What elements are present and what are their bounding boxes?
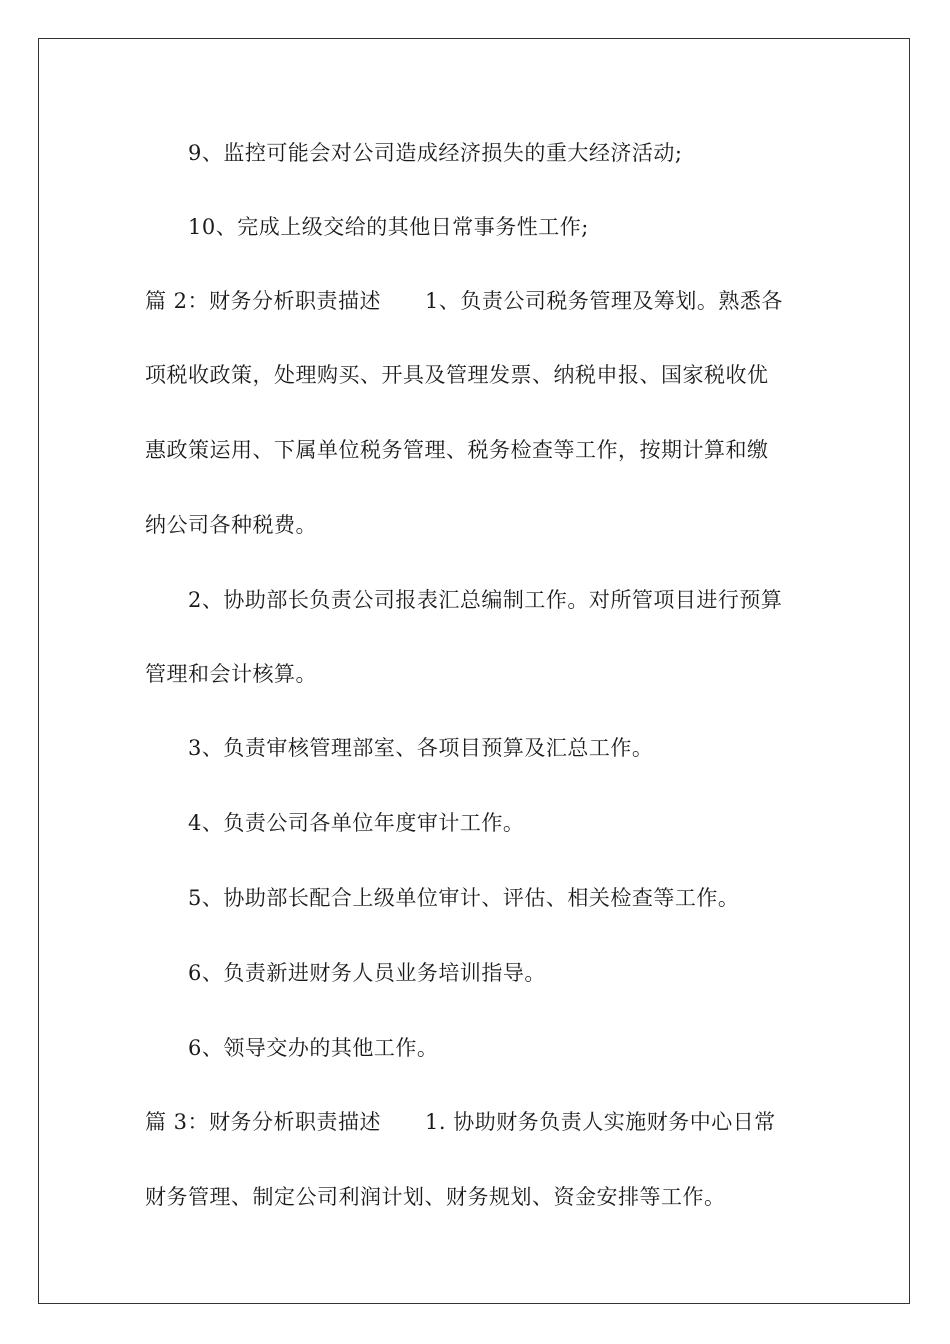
paragraph-line: 4、负责公司各单位年度审计工作。 [188,811,525,835]
paragraph-line: 5、协助部长配合上级单位审计、评估、相关检查等工作。 [188,886,740,910]
paragraph-line: 项税收政策，处理购买、开具及管理发票、纳税申报、国家税收优 [145,363,769,387]
paragraph-line: 管理和会计核算。 [145,662,317,686]
paragraph-line: 纳公司各种税费。 [145,513,317,537]
section-2-heading: 篇 2：财务分析职责描述 [145,289,382,313]
paragraph-line: 9、监控可能会对公司造成经济损失的重大经济活动; [188,141,683,165]
paragraph-line: 财务管理、制定公司利润计划、财务规划、资金安排等工作。 [145,1185,726,1209]
paragraph-line: 6、领导交办的其他工作。 [188,1036,439,1060]
paragraph-line: 惠政策运用、下属单位税务管理、税务检查等工作，按期计算和缴 [145,438,769,462]
section-2-line [145,286,825,316]
paragraph-line: 3、负责审核管理部室、各项目预算及汇总工作。 [188,736,654,760]
paragraph-line: 10、完成上级交给的其他日常事务性工作; [188,215,589,239]
section-3-first-line: 1. 协助财务负责人实施财务中心日常 [425,1110,776,1134]
section-3-heading: 篇 3：财务分析职责描述 [145,1110,382,1134]
paragraph-line: 6、负责新进财务人员业务培训指导。 [188,961,546,985]
paragraph-line: 2、协助部长负责公司报表汇总编制工作。对所管项目进行预算 [188,588,783,612]
section-2-first-line: 1、负责公司税务管理及筹划。熟悉各 [425,289,783,313]
section-3-line [145,1107,825,1137]
